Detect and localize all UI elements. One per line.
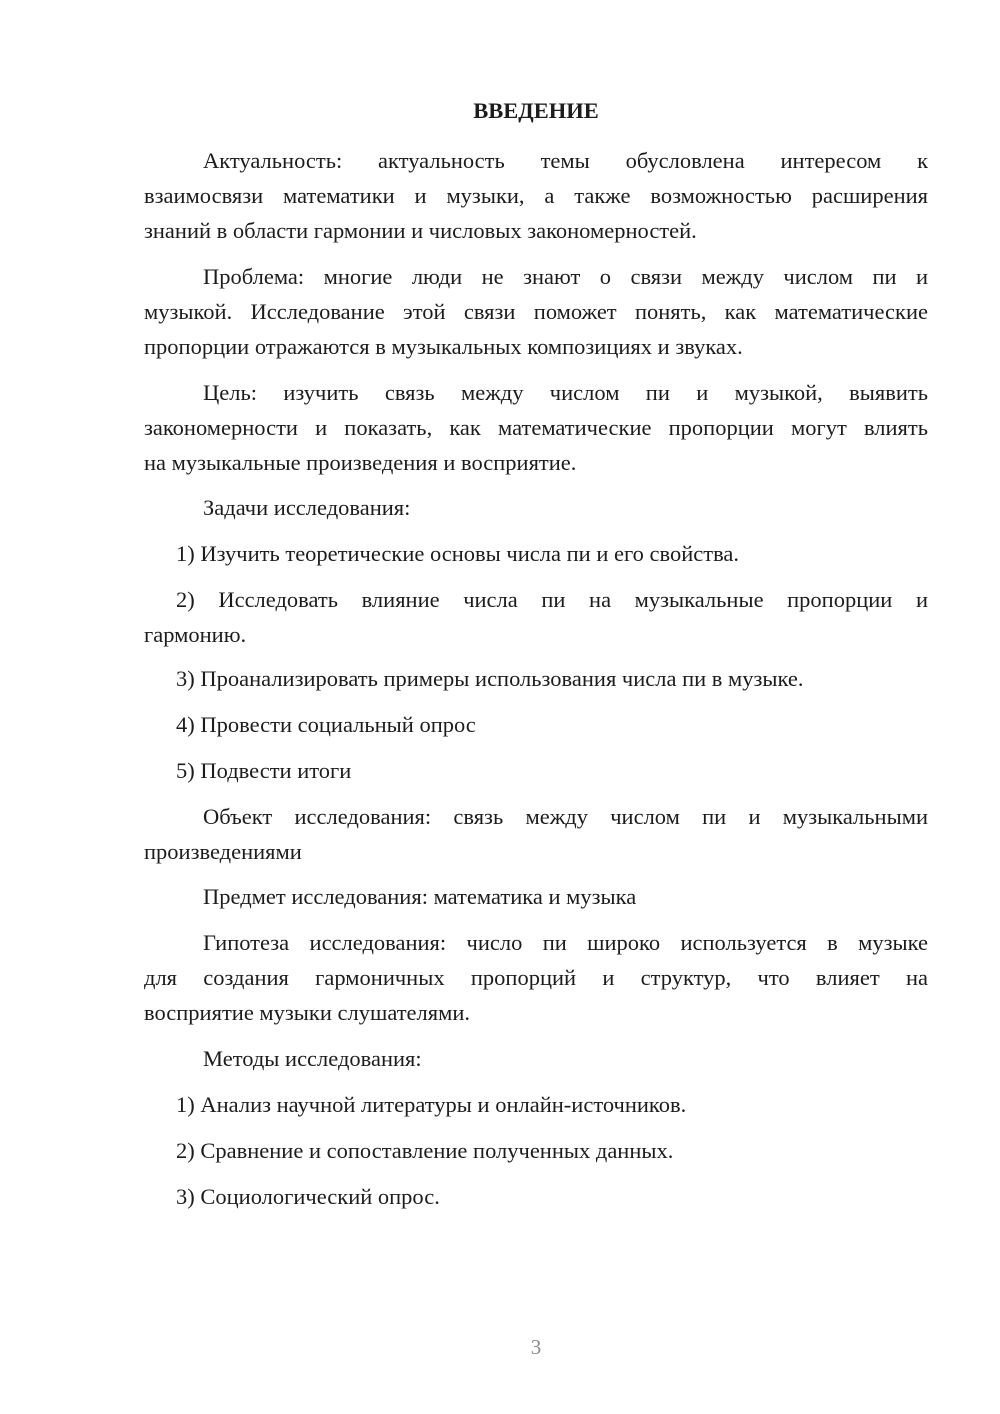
hypothesis-paragraph [144,925,928,1030]
task-item-1-text: 1) Изучить теоретические основы числа пи и его свойства. [176,541,740,566]
page-title: ВВЕДЕНИЕ [473,98,599,123]
methods-heading [144,1041,928,1076]
object-paragraph [144,799,928,869]
goal-line-3: на музыкальные произведения и восприятие. [144,450,577,475]
task-item-4 [144,707,928,742]
task-item-5-text: 5) Подвести итоги [176,758,352,783]
page-number: 3 [530,1335,542,1359]
task-item-1 [144,536,928,571]
task-item-2-line-1: 2) Исследовать влияние числа пи на музыкальные пропорции и [176,587,928,612]
method-item-3-text: 3) Социологический опрос. [176,1184,440,1209]
method-item-3 [144,1179,928,1214]
object-line-1: Объект исследования: связь между числом пи и музыкальными [203,804,928,829]
object-line-2: произведениями [144,839,302,864]
task-item-2-line-2: гармонию. [144,622,247,647]
task-item-2 [144,582,928,652]
task-item-3 [144,661,928,696]
problem-line-1: Проблема: многие люди не знают о связи между числом пи и [203,264,928,289]
subject-text: Предмет исследования: математика и музыка [203,884,637,909]
hypothesis-line-1: Гипотеза исследования: число пи широко используется в музыке [203,930,928,955]
relevance-line-2: взаимосвязи математики и музыки, а также возможностью расширения [144,183,928,208]
hypothesis-line-3: восприятие музыки слушателями. [144,1000,471,1025]
goal-paragraph [144,375,928,480]
problem-paragraph [144,259,928,364]
task-item-4-text: 4) Провести социальный опрос [176,712,476,737]
method-item-1 [144,1087,928,1122]
task-item-5 [144,753,928,788]
relevance-paragraph [144,143,928,248]
goal-line-1: Цель: изучить связь между числом пи и музыкой, выявить [203,380,928,405]
method-item-2 [144,1133,928,1168]
task-item-3-text: 3) Проанализировать примеры использования числа пи в музыке. [176,666,804,691]
method-item-1-text: 1) Анализ научной литературы и онлайн-источников. [176,1092,687,1117]
tasks-heading [144,490,928,525]
hypothesis-line-2: для создания гармоничных пропорций и структур, что влияет на [144,965,928,990]
method-item-2-text: 2) Сравнение и сопоставление полученных данных. [176,1138,674,1163]
goal-line-2: закономерности и показать, как математические пропорции могут влиять [144,415,928,440]
tasks-heading-text: Задачи исследования: [203,495,411,520]
subject-paragraph [144,879,928,914]
relevance-line-1: Актуальность: актуальность темы обусловлена интересом к [203,148,928,173]
relevance-line-3: знаний в области гармонии и числовых закономерностей. [144,218,697,243]
methods-heading-text: Методы исследования: [203,1046,422,1071]
problem-line-2: музыкой. Исследование этой связи поможет понять, как математические [144,299,928,324]
problem-line-3: пропорции отражаются в музыкальных композициях и звуках. [144,334,743,359]
